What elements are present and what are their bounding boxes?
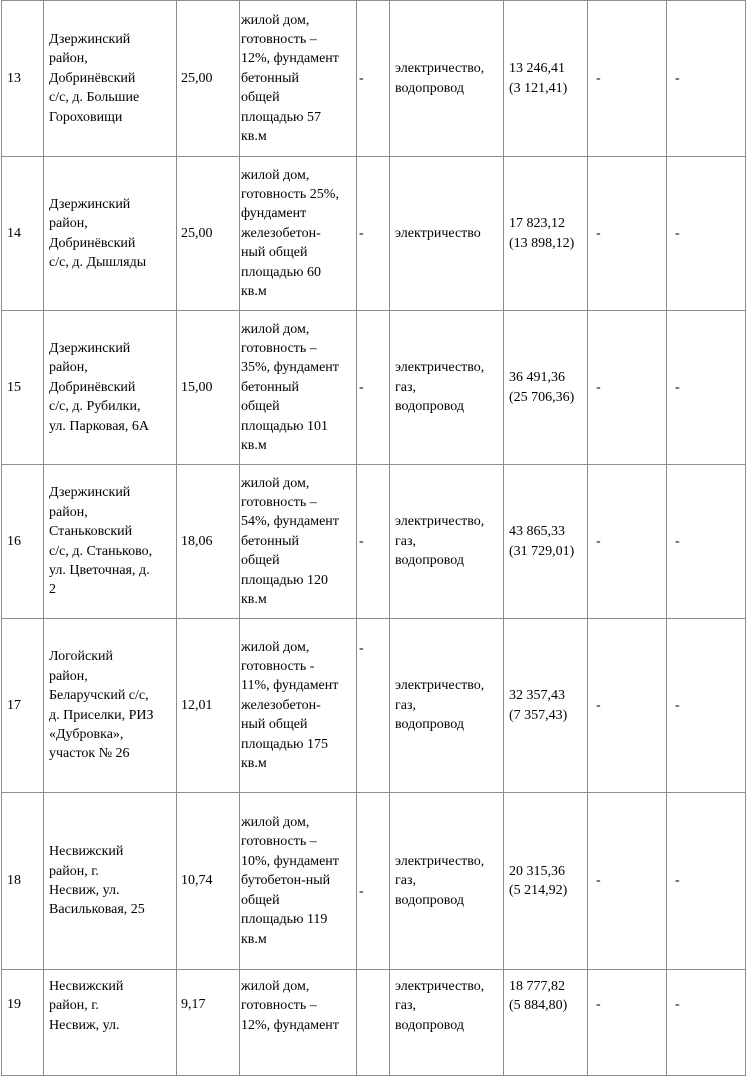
location-cell: Логойский район, Беларучский с/с, д. Приселки, РИЗ «Дубровка», участок № 26 [44, 619, 177, 793]
area-cell: 25,00 [177, 157, 240, 311]
row-number: 14 [2, 157, 44, 311]
cost-cell: 32 357,43 (7 357,43) [504, 619, 588, 793]
row-number: 13 [2, 1, 44, 157]
extra-cell-1: - [588, 970, 667, 1076]
area-cell: 25,00 [177, 1, 240, 157]
cost-cell: 20 315,36 (5 214,92) [504, 793, 588, 970]
empty-dash-cell: - [357, 793, 390, 970]
extra-cell-1: - [588, 619, 667, 793]
location-cell: Дзержинский район, Добринёвский с/с, д. Рубилки, ул. Парковая, 6А [44, 311, 177, 465]
cost-cell: 18 777,82 (5 884,80) [504, 970, 588, 1076]
empty-dash-cell: - [357, 311, 390, 465]
area-cell: 10,74 [177, 793, 240, 970]
table-row [2, 1, 746, 157]
location-cell: Дзержинский район, Добринёвский с/с, д. Большие Гороховищи [44, 1, 177, 157]
utilities-cell: электричество, газ, водопровод [390, 970, 504, 1076]
extra-cell-1: - [588, 157, 667, 311]
extra-cell-2: - [667, 311, 746, 465]
utilities-cell: электричество, газ, водопровод [390, 311, 504, 465]
table-row [2, 793, 746, 970]
utilities-cell: электричество, газ, водопровод [390, 793, 504, 970]
description-cell: жилой дом, готовность – 12%, фундамент [240, 970, 357, 1076]
utilities-cell: электричество, газ, водопровод [390, 465, 504, 619]
extra-cell-2: - [667, 1, 746, 157]
location-cell: Несвижский район, г. Несвиж, ул. [44, 970, 177, 1076]
extra-cell-2: - [667, 619, 746, 793]
description-cell: жилой дом, готовность 25%, фундамент железобетон- ный общей площадью 60 кв.м [240, 157, 357, 311]
utilities-cell: электричество, газ, водопровод [390, 619, 504, 793]
extra-cell-2: - [667, 970, 746, 1076]
cost-cell: 13 246,41 (3 121,41) [504, 1, 588, 157]
table-row [2, 157, 746, 311]
description-cell: жилой дом, готовность – 12%, фундамент бетонный общей площадью 57 кв.м [240, 1, 357, 157]
row-number: 16 [2, 465, 44, 619]
area-cell: 12,01 [177, 619, 240, 793]
area-cell: 9,17 [177, 970, 240, 1076]
description-cell: жилой дом, готовность – 10%, фундамент бутобетон-ный общей площадью 119 кв.м [240, 793, 357, 970]
row-number: 18 [2, 793, 44, 970]
row-number: 19 [2, 970, 44, 1076]
extra-cell-2: - [667, 465, 746, 619]
extra-cell-1: - [588, 793, 667, 970]
extra-cell-1: - [588, 311, 667, 465]
row-number: 15 [2, 311, 44, 465]
empty-dash-cell: - [357, 465, 390, 619]
table-row [2, 311, 746, 465]
extra-cell-1: - [588, 465, 667, 619]
table-body [2, 1, 746, 1076]
extra-cell-1: - [588, 1, 667, 157]
location-cell: Дзержинский район, Станьковский с/с, д. Станьково, ул. Цветочная, д. 2 [44, 465, 177, 619]
area-cell: 15,00 [177, 311, 240, 465]
extra-cell-2: - [667, 157, 746, 311]
area-cell: 18,06 [177, 465, 240, 619]
description-cell: жилой дом, готовность – 54%, фундамент бетонный общей площадью 120 кв.м [240, 465, 357, 619]
empty-dash-cell [357, 970, 390, 1076]
table-row [2, 970, 746, 1076]
utilities-cell: электричество, водопровод [390, 1, 504, 157]
property-table [1, 0, 746, 1076]
cost-cell: 43 865,33 (31 729,01) [504, 465, 588, 619]
table-row [2, 465, 746, 619]
empty-dash-cell: - [357, 619, 390, 793]
description-cell: жилой дом, готовность – 35%, фундамент бетонный общей площадью 101 кв.м [240, 311, 357, 465]
cost-cell: 36 491,36 (25 706,36) [504, 311, 588, 465]
location-cell: Несвижский район, г. Несвиж, ул. Васильковая, 25 [44, 793, 177, 970]
extra-cell-2: - [667, 793, 746, 970]
description-cell: жилой дом, готовность - 11%, фундамент железобетон- ный общей площадью 175 кв.м [240, 619, 357, 793]
empty-dash-cell: - [357, 1, 390, 157]
row-number: 17 [2, 619, 44, 793]
utilities-cell: электричество [390, 157, 504, 311]
table-row [2, 619, 746, 793]
empty-dash-cell: - [357, 157, 390, 311]
cost-cell: 17 823,12 (13 898,12) [504, 157, 588, 311]
location-cell: Дзержинский район, Добринёвский с/с, д. Дышляды [44, 157, 177, 311]
